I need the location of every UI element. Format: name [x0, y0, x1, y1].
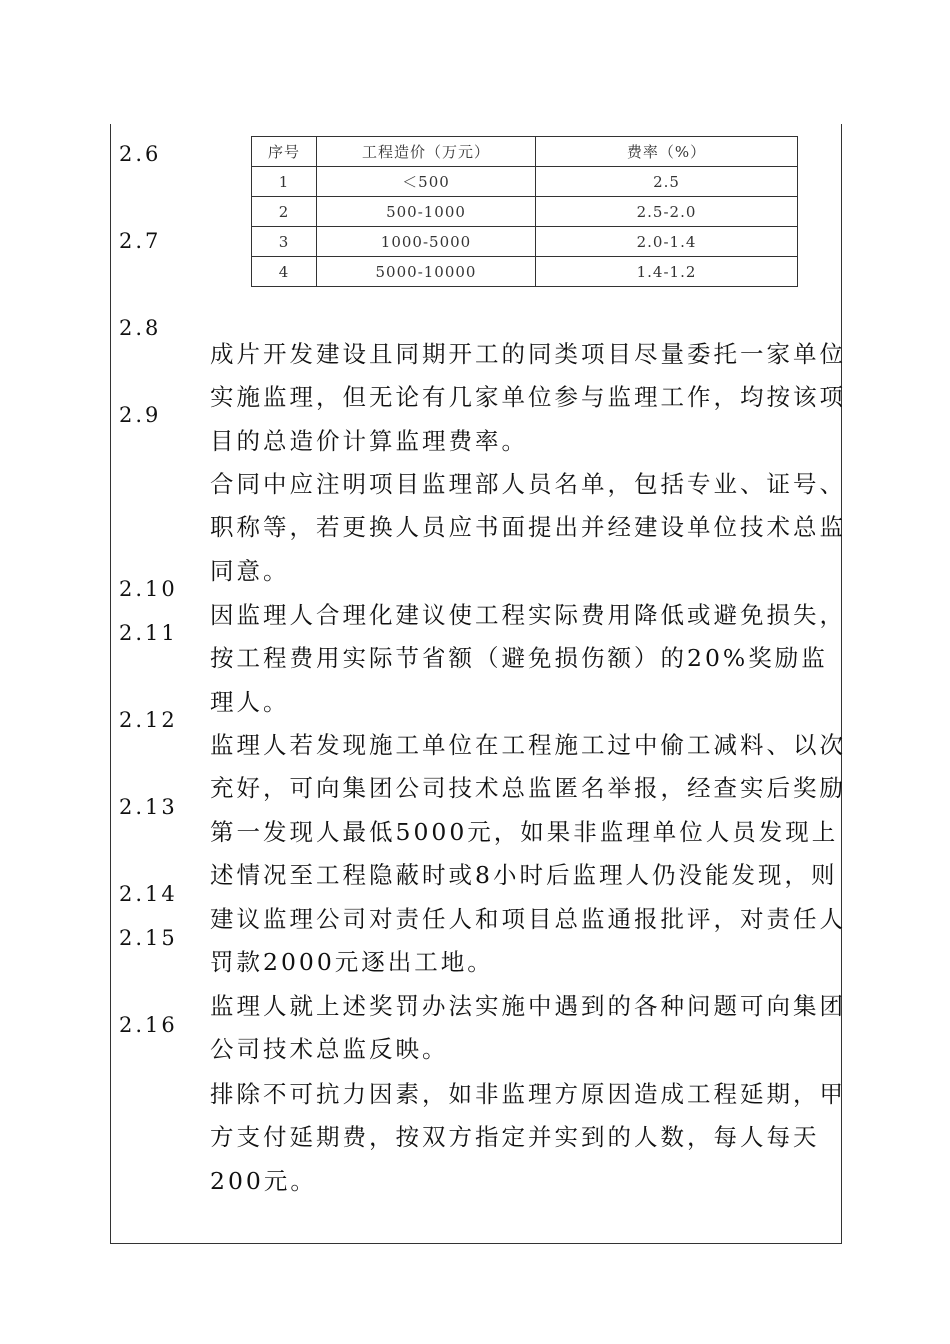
fee-rate-table	[251, 136, 798, 287]
table-row	[252, 227, 798, 257]
table-cell: 4	[252, 257, 317, 287]
table-cell: 2.5-2.0	[536, 197, 798, 227]
clause-number: 2.7	[119, 229, 162, 253]
table-cell: 1	[252, 167, 317, 197]
column-header: 工程造价（万元）	[317, 137, 536, 167]
table-cell: 3	[252, 227, 317, 257]
clause-paragraph: 监理人就上述奖罚办法实施中遇到的各种问题可向集团公司技术总监反映。	[210, 992, 846, 1064]
table-cell: 5000-10000	[317, 257, 536, 287]
table-cell: 2.0-1.4	[536, 227, 798, 257]
clause-paragraph: 排除不可抗力因素，如非监理方原因造成工程延期，甲方支付延期费，按双方指定并实到的人数，每人每天200元。	[210, 1080, 846, 1195]
table-cell: 2.5	[536, 167, 798, 197]
table-header-row	[252, 137, 798, 167]
table-cell: 500-1000	[317, 197, 536, 227]
clause-number: 2.8	[119, 316, 162, 340]
table-cell: 1000-5000	[317, 227, 536, 257]
clause-number: 2.13	[119, 795, 178, 819]
clause-number: 2.12	[119, 708, 178, 732]
clause-paragraph: 成片开发建设且同期开工的同类项目尽量委托一家单位实施监理，但无论有几家单位参与监理工作，均按该项目的总造价计算监理费率。	[210, 340, 846, 455]
clause-number: 2.9	[119, 403, 162, 427]
clause-paragraph: 因监理人合理化建议使工程实际费用降低或避免损失，按工程费用实际节省额（避免损伤额）的20%奖励监理人。	[210, 601, 846, 716]
column-header: 序号	[252, 137, 317, 167]
table-cell: 2	[252, 197, 317, 227]
table-row	[252, 257, 798, 287]
table-row	[252, 167, 798, 197]
table-cell: ＜500	[317, 167, 536, 197]
column-header: 费率（%）	[536, 137, 798, 167]
clause-paragraph: 监理人若发现施工单位在工程施工过中偷工减料、以次充好，可向集团公司技术总监匿名举报，经查实后奖励第一发现人最低5000元，如果非监理单位人员发现上述情况至工程隐蔽时或8小时后监理人仍没能发现，则建议监理公司对责任人和项目总监通报批评，对责任人罚款2000元逐出工地。	[210, 731, 846, 977]
clause-number: 2.10	[119, 577, 178, 601]
clause-number: 2.16	[119, 1013, 178, 1037]
table-row	[252, 197, 798, 227]
clause-paragraph: 合同中应注明项目监理部人员名单，包括专业、证号、职称等，若更换人员应书面提出并经建设单位技术总监同意。	[210, 470, 846, 585]
clause-number: 2.6	[119, 142, 162, 166]
clause-number: 2.11	[119, 621, 178, 645]
clause-number: 2.15	[119, 926, 178, 950]
clause-number: 2.14	[119, 882, 178, 906]
table-cell: 1.4-1.2	[536, 257, 798, 287]
